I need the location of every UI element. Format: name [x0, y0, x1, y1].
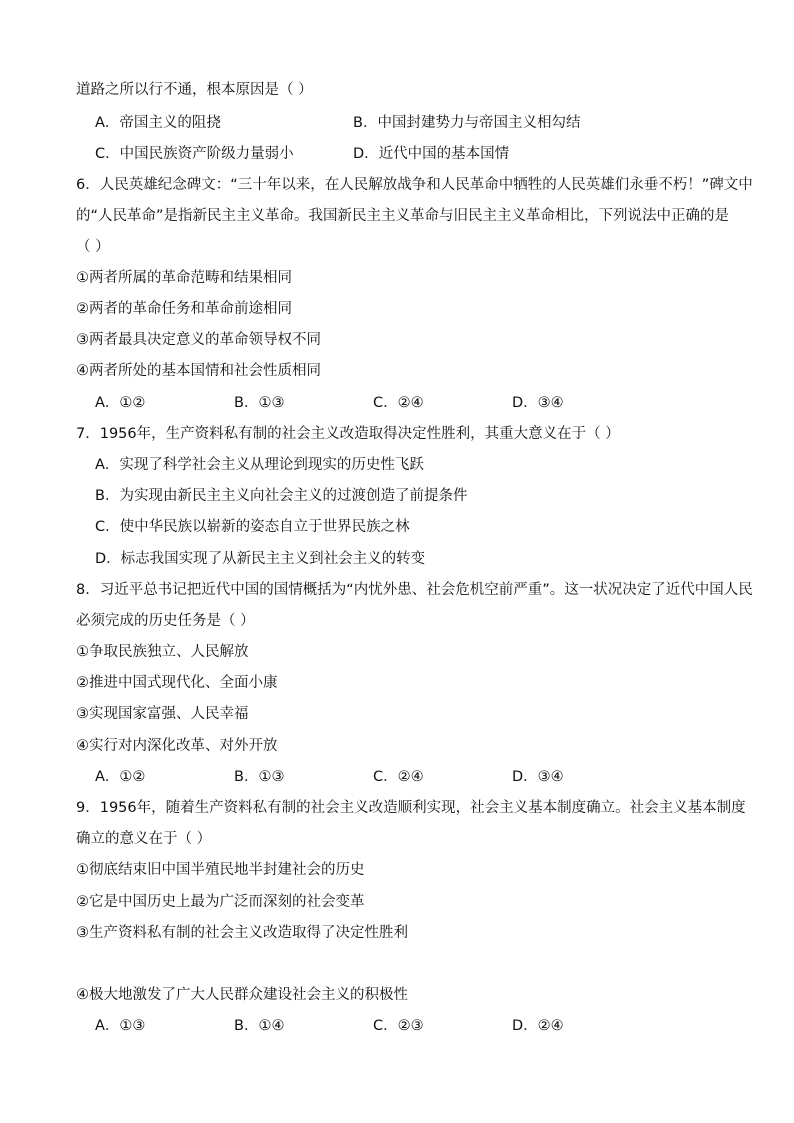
q8-option-d: D．③④ — [512, 769, 564, 785]
q6-item-2: ②两者的革命任务和革命前途相同 — [76, 301, 292, 317]
q8-item-3: ③实现国家富强、人民幸福 — [76, 706, 249, 722]
q6-option-d: D．③④ — [512, 395, 564, 411]
q8-item-2: ②推进中国式现代化、全面小康 — [76, 675, 278, 691]
q9-options — [95, 1016, 564, 1036]
q8-item-4: ④实行对内深化改革、对外开放 — [76, 738, 278, 754]
q9-item-4: ④极大地激发了广大人民群众建设社会主义的积极性 — [76, 987, 408, 1003]
q9-option-b: B．①④ — [234, 1018, 285, 1034]
q6-option-a: A．①② — [95, 395, 146, 411]
q5-options-row2 — [95, 144, 509, 164]
q5-option-c: C．中国民族资产阶级力量弱小 — [95, 146, 294, 162]
q8-option-c: C．②④ — [373, 769, 424, 785]
q7-option-d: D．标志我国实现了从新民主主义到社会主义的转变 — [95, 551, 426, 567]
q6-item-4: ④两者所处的基本国情和社会性质相同 — [76, 363, 321, 379]
q5-options-row1 — [95, 113, 580, 133]
q5-stem: 道路之所以行不通，根本原因是（ ） — [76, 82, 313, 98]
q7-option-b: B．为实现由新民主主义向社会主义的过渡创造了前提条件 — [95, 488, 468, 504]
q6-option-b: B．①③ — [234, 395, 285, 411]
q9-item-3: ③生产资料私有制的社会主义改造取得了决定性胜利 — [76, 925, 408, 941]
q9-option-a: A．①③ — [95, 1018, 146, 1034]
q9-item-1: ①彻底结束旧中国半殖民地半封建社会的历史 — [76, 862, 365, 878]
q8-option-a: A．①② — [95, 769, 146, 785]
q9-item-2: ②它是中国历史上最为广泛而深刻的社会变革 — [76, 894, 365, 910]
q5-option-d: D．近代中国的基本国情 — [353, 146, 510, 162]
q8-options — [95, 767, 564, 787]
q6-item-1: ①两者所属的革命范畴和结果相同 — [76, 270, 292, 286]
q9-option-d: D．②④ — [512, 1018, 564, 1034]
q8-stem-line1: 8．习近平总书记把近代中国的国情概括为“内忧外患、社会危机空前严重”。这一状况决定了近代中国人民 — [76, 582, 753, 598]
q8-stem-line2: 必须完成的历史任务是（ ） — [76, 613, 255, 629]
q7-stem: 7．1956年，生产资料私有制的社会主义改造取得决定性胜利，其重大意义在于（ ） — [76, 426, 620, 442]
q6-item-3: ③两者最具决定意义的革命领导权不同 — [76, 332, 321, 348]
q9-stem-line1: 9．1956年，随着生产资料私有制的社会主义改造顺利实现，社会主义基本制度确立。社会主义基本制度 — [76, 800, 746, 816]
q6-option-c: C．②④ — [373, 395, 424, 411]
q9-stem-line2: 确立的意义在于（ ） — [76, 831, 212, 847]
q5-option-a: A．帝国主义的阻挠 — [95, 115, 221, 131]
q6-stem-line3: （ ） — [76, 239, 110, 255]
q7-option-c: C．使中华民族以崭新的姿态自立于世界民族之林 — [95, 519, 410, 535]
q6-stem-line2: 的“人民革命”是指新民主主义革命。我国新民主主义革命与旧民主主义革命相比，下列说法中正确的是 — [76, 208, 730, 224]
q8-item-1: ①争取民族独立、人民解放 — [76, 644, 249, 660]
q8-option-b: B．①③ — [234, 769, 285, 785]
q9-option-c: C．②③ — [373, 1018, 424, 1034]
q6-stem-line1: 6．人民英雄纪念碑文：“三十年以来，在人民解放战争和人民革命中牺牲的人民英雄们永垂不朽！”碑文中 — [76, 177, 753, 193]
q6-options — [95, 393, 564, 413]
q5-option-b: B．中国封建势力与帝国主义相勾结 — [353, 115, 581, 131]
q7-option-a: A．实现了科学社会主义从理论到现实的历史性飞跃 — [95, 457, 424, 473]
